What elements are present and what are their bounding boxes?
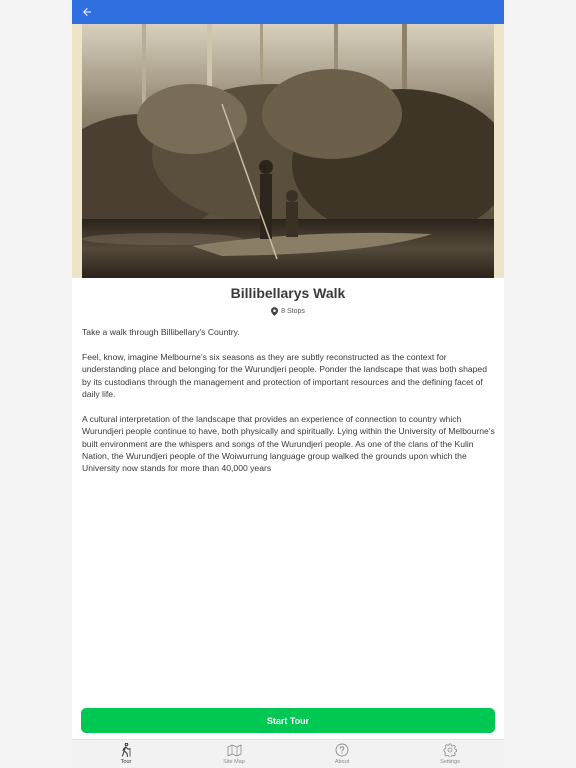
- gear-icon: [443, 743, 457, 757]
- tab-label: Settings: [440, 759, 460, 765]
- start-tour-button[interactable]: Start Tour: [81, 708, 495, 733]
- stops-label: 8 Stops: [281, 308, 305, 315]
- back-button[interactable]: [78, 3, 96, 21]
- top-app-bar: [72, 0, 504, 24]
- description-paragraph: A cultural interpretation of the landscape that provides an experience of connection to country which Wurundjeri people continue to have, both physically and spiritually. Lying within the University of Melbourne's built environment are the whispers and songs of the Wurundjeri people. As one of the clans of the Kulin Nation, the Wurundjeri people of the Woiwurrung language group walked the grounds upon which the University now stands for more than 40,000 years: [82, 413, 495, 474]
- tour-title: Billibellarys Walk: [230, 285, 346, 301]
- tab-label: Tour: [120, 759, 132, 765]
- description-paragraph: Take a walk through Billibellary's Country.: [82, 327, 240, 337]
- tab-about[interactable]: [288, 740, 396, 768]
- tour-hero-image: [72, 24, 504, 278]
- tab-label: Site Map: [223, 759, 245, 765]
- question-circle-icon: [335, 743, 349, 757]
- tab-label: About: [334, 759, 350, 765]
- map-pin-icon: [271, 307, 278, 316]
- tab-tour[interactable]: [72, 740, 180, 768]
- arrow-left-icon: [81, 6, 93, 18]
- stops-count: [72, 307, 504, 316]
- tour-detail-screen: [72, 0, 504, 768]
- hiker-icon: [120, 743, 132, 757]
- tab-settings[interactable]: [396, 740, 504, 768]
- description-paragraph: Feel, know, imagine Melbourne's six seasons as they are subtly reconstructed as the context for understanding place and belonging for the Wurundjeri people. Ponder the landscape that was both shaped by its custodians through the management and protection of important resources and the defining facet of daily life.: [82, 351, 487, 400]
- map-icon: [227, 743, 242, 757]
- tab-site-map[interactable]: [180, 740, 288, 768]
- tour-description: [82, 326, 496, 487]
- bottom-tab-bar: [72, 739, 504, 768]
